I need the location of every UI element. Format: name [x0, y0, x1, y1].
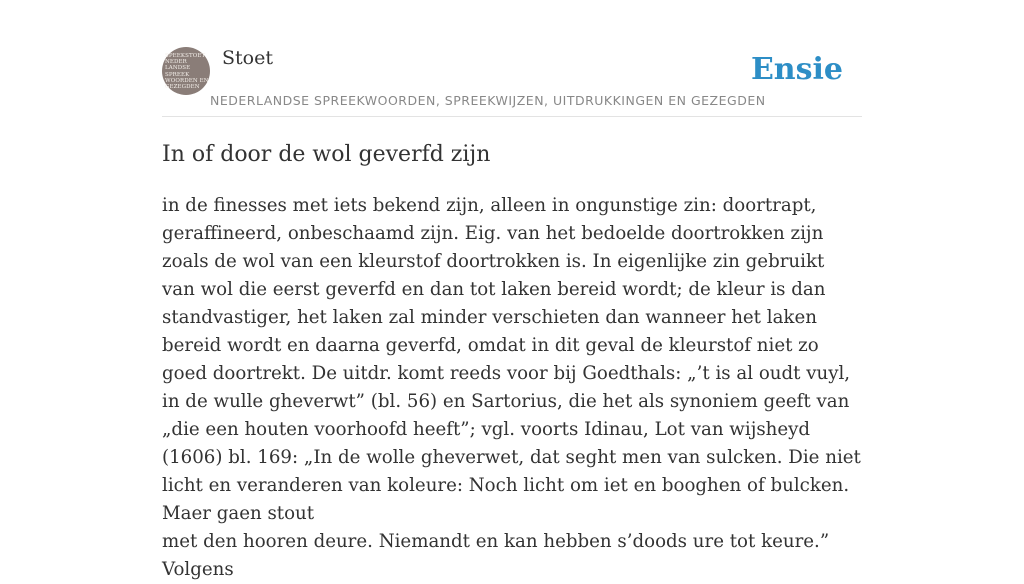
entry-body — [162, 192, 862, 584]
avatar[interactable] — [162, 47, 210, 95]
entry-paragraph: in de finesses met iets bekend zijn, alleen in ongunstige zin: doortrapt, geraffineerd, onbeschaamd zijn. Eig. van het bedoelde doortrokken zijn zoals de wol van een kleurstof doortrokken is. In eigenlijke zin gebruikt van wol die eerst geverfd en dan tot laken bereid wordt; de kleur is dan standvastiger, het laken zal minder verschieten dan wanneer het laken bereid wordt en daarna geverfd, omdat in dit geval de kleurstof niet zo goed doortrekt. De uitdr. komt reeds voor bij Goedthals: „’t is al oudt vuyl, in de wulle gheverwt” (bl. 56) en Sartorius, die het als synoniem geeft van „die een houten voorhoofd heeft”; vgl. voorts Idinau, Lot van wijsheyd (1606) bl. 169: „In de wolle gheverwet, dat seght men van sulcken. Die niet licht en veranderen van koleure: Noch licht om iet en booghen of bulcken. Maer gaen stout — [162, 195, 861, 524]
entry-title: In of door de wol geverfd zijn — [162, 142, 491, 167]
author-name[interactable]: Stoet — [222, 47, 273, 69]
avatar-text: SPEEKSTOET NEDER LANDSE SPREEK WOORDEN EN GEZEGDEN — [165, 53, 209, 91]
source-subtitle[interactable]: NEDERLANDSE SPREEKWOORDEN, SPREEKWIJZEN, UITDRUKKINGEN EN GEZEGDEN — [210, 93, 766, 108]
entry-paragraph: met den hooren deure. Niemandt en kan hebben s’doods ure tot keure.” Volgens — [162, 531, 830, 580]
brand-logo[interactable]: Ensie — [750, 52, 843, 87]
site-header — [162, 46, 862, 117]
